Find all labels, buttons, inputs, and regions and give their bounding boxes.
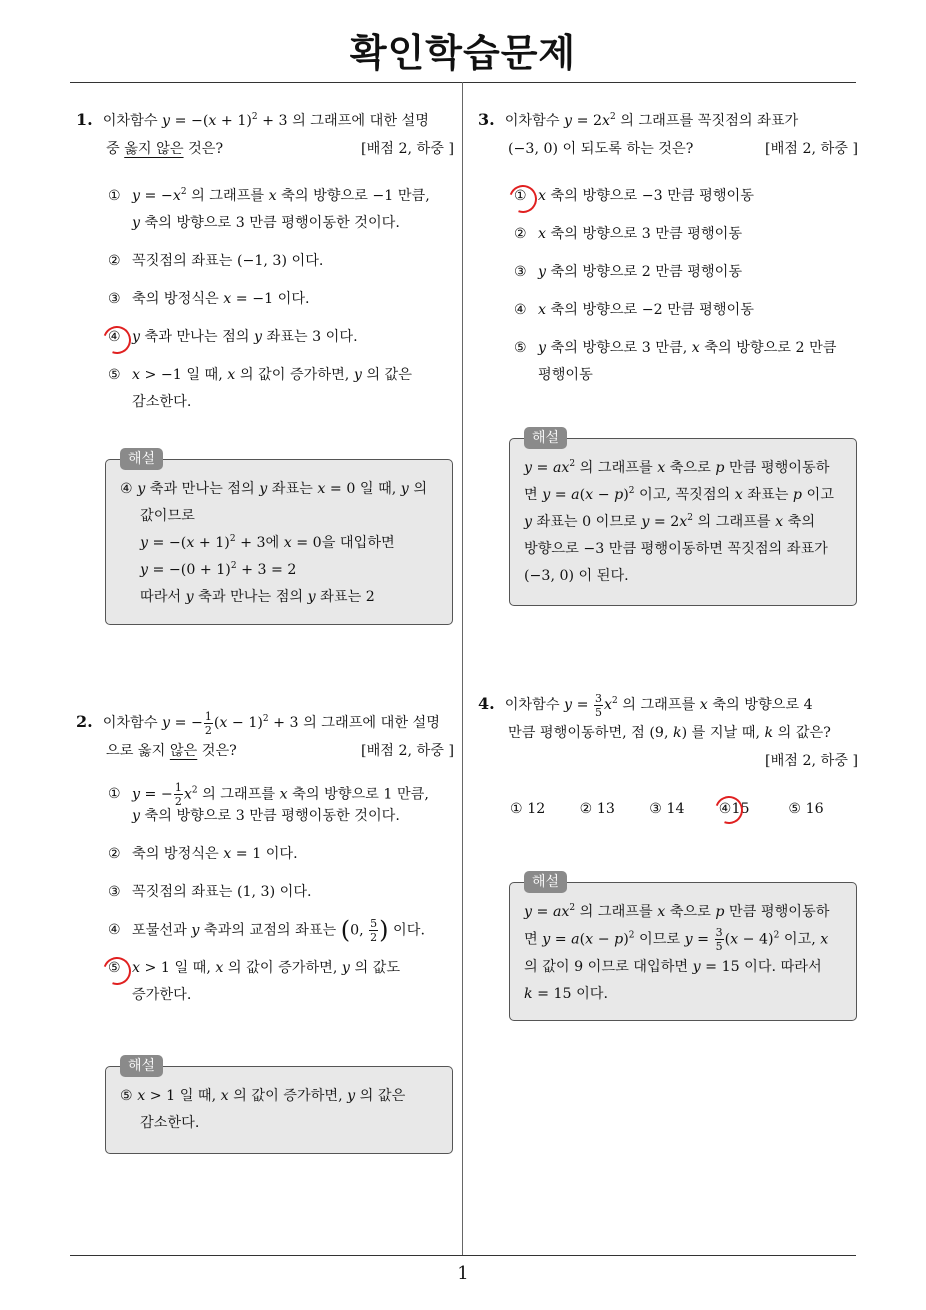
option-1[interactable]: ① y = − $\frac{1}{2}$ $x^2$ 의 그래프를 x 축의 방향으로 1 만큼, y 축의 방향으로 3 만큼 평행이동한 것이다. bbox=[108, 781, 429, 824]
options-list bbox=[76, 183, 454, 416]
question-4 bbox=[478, 690, 858, 823]
option-3[interactable]: ③ 축의 방정식은 x = −1 이다. bbox=[108, 291, 310, 307]
question-3-stem: 3. 이차함수 $y = 2x^2$ 의 그래프를 꼭짓점의 좌표가 (−3, 0) 이 되도록 하는 것은? [배점 2, 하중 ] bbox=[478, 106, 858, 163]
question-3 bbox=[478, 106, 858, 400]
page-title: 확인학습문제 bbox=[349, 31, 577, 75]
column-divider bbox=[462, 82, 463, 1255]
solution-tag: 해설 bbox=[120, 1055, 163, 1077]
question-2-stem: 2. 이차함수 y = − $\frac{1}{2}$ $(x - 1)^2 + 3$ 의 그래프에 대한 설명 으로 옳지 않은 것은? [배점 2, 하중 ] bbox=[76, 708, 454, 765]
answer-mark-circle: ④ bbox=[718, 801, 732, 817]
option-5[interactable]: ⑤ x > 1 일 때, x 의 값이 증가하면, y 의 값도 증가한다. bbox=[108, 955, 454, 1009]
solution-tag: 해설 bbox=[524, 871, 567, 893]
options-list bbox=[76, 781, 454, 1009]
question-2 bbox=[76, 708, 454, 1020]
option-5[interactable]: ⑤ y 축의 방향으로 3 만큼, x 축의 방향으로 2 만큼 평행이동 bbox=[514, 340, 837, 383]
option-2[interactable]: ② 13 bbox=[579, 801, 615, 817]
solution-box-3: 해설 $y = ax^2$ 의 그래프를 x 축으로 p 만큼 평행이동하 면 $y = a(x - p)^2$ 이고, 꼭짓점의 x 좌표는 p 이고 y 좌표는 0 이므로 $y = 2x^2$ 의 그래프를 x 축의 방향으로 −3 만큼 평행이동하면 꼭짓점의 좌표가 (−3, 0) 이 된다. bbox=[509, 438, 857, 606]
option-5[interactable]: ⑤ x > −1 일 때, x 의 값이 증가하면, y 의 값은 감소한다. bbox=[108, 367, 412, 410]
options-row bbox=[478, 795, 858, 823]
option-3[interactable]: ③ y 축의 방향으로 2 만큼 평행이동 bbox=[514, 264, 743, 280]
footer-rule bbox=[70, 1255, 856, 1256]
solution-box-1: 해설 ④ y 축과 만나는 점의 y 좌표는 x = 0 일 때, y 의 값이므로 $y = -(x + 1)^2 + 3$에 x = 0을 대입하면 $y = -(0 + 1)^2 + 3 = 2$ 따라서 y 축과 만나는 점의 y 좌표는 2 bbox=[105, 459, 453, 625]
question-number: 4. bbox=[478, 694, 495, 713]
solution-tag: 해설 bbox=[524, 427, 567, 449]
option-5[interactable]: ⑤ 16 bbox=[788, 801, 824, 817]
option-4[interactable]: ④ y 축과 만나는 점의 y 좌표는 3 이다. bbox=[108, 324, 454, 351]
option-1[interactable]: ① x 축의 방향으로 −3 만큼 평행이동 bbox=[514, 183, 858, 210]
score-meta: [배점 2, 하중 ] bbox=[361, 141, 454, 157]
option-2[interactable]: ② x 축의 방향으로 3 만큼 평행이동 bbox=[514, 226, 743, 242]
options-list bbox=[478, 183, 858, 389]
score-meta: [배점 2, 하중 ] bbox=[765, 141, 858, 157]
option-2[interactable]: ② 꼭짓점의 좌표는 (−1, 3) 이다. bbox=[108, 253, 324, 269]
solution-box-2: 해설 ⑤ x > 1 일 때, x 의 값이 증가하면, y 의 값은 감소한다. bbox=[105, 1066, 453, 1154]
underlined-text: 옳지 않은 bbox=[124, 141, 184, 157]
option-3[interactable]: ③ 꼭짓점의 좌표는 (1, 3) 이다. bbox=[108, 883, 312, 900]
option-4[interactable]: ④ x 축의 방향으로 −2 만큼 평행이동 bbox=[514, 302, 754, 318]
underlined-text: 않은 bbox=[169, 743, 198, 759]
score-meta: [배점 2, 하중 ] bbox=[361, 743, 454, 759]
answer-mark-circle: ⑤ bbox=[108, 955, 121, 982]
option-2[interactable]: ② 축의 방정식은 x = 1 이다. bbox=[108, 845, 298, 862]
option-4[interactable]: ④15 bbox=[719, 795, 789, 823]
solution-tag: 해설 bbox=[120, 448, 163, 470]
question-4-stem: 4. 이차함수 y = $\frac{3}{5}$ $x^2$ 의 그래프를 x 축의 방향으로 4 만큼 평행이동하면, 점 (9, k) 를 지날 때, k 의 값은? [배점 2, 하중 ] bbox=[478, 691, 858, 769]
option-3[interactable]: ③ 14 bbox=[649, 801, 685, 817]
question-number: 3. bbox=[478, 110, 495, 129]
answer-mark-circle: ① bbox=[514, 183, 527, 210]
header-rule bbox=[70, 82, 856, 83]
question-1 bbox=[76, 106, 454, 427]
option-1[interactable]: ① 12 bbox=[510, 801, 546, 817]
question-number: 1. bbox=[76, 110, 93, 129]
question-number: 2. bbox=[76, 712, 93, 731]
answer-mark-circle: ④ bbox=[108, 324, 121, 351]
question-1-stem: 1. 이차함수 $y = -(x + 1)^2 + 3$ 의 그래프에 대한 설명 중 옳지 않은 것은? [배점 2, 하중 ] bbox=[76, 106, 454, 163]
solution-box-4: 해설 $y = ax^2$ 의 그래프를 x 축으로 p 만큼 평행이동하 면 $y = a(x - p)^2$ 이므로 y = $\frac{3}{5}$ $(x - 4)^2$ 이고, x 의 값이 9 이므로 대입하면 y = 15 이다. 따라서 k = 15 이다. bbox=[509, 882, 857, 1021]
option-4[interactable]: ④ 포물선과 y 축과의 교점의 좌표는 (0, $\frac{5}{2}$ ) 이다. bbox=[108, 915, 425, 944]
score-meta: [배점 2, 하중 ] bbox=[765, 753, 858, 769]
page-number: 1 bbox=[457, 1263, 469, 1284]
option-1[interactable]: ① $y = -x^2$ 의 그래프를 x 축의 방향으로 −1 만큼, y 축의 방향으로 3 만큼 평행이동한 것이다. bbox=[108, 187, 430, 231]
